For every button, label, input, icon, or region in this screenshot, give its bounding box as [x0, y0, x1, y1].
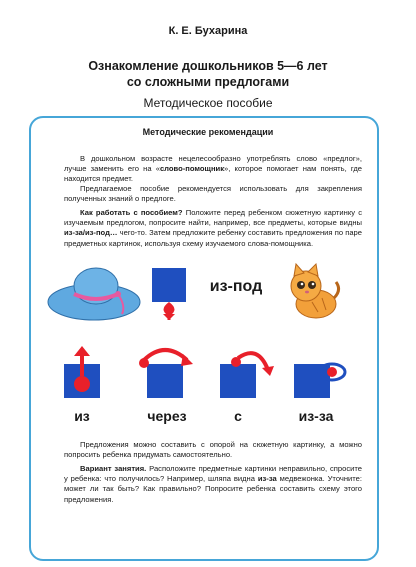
iz-pod-scheme-icon [148, 266, 192, 320]
author-name: К. Е. Бухарина [168, 25, 248, 37]
example-preposition-label: из-под [209, 278, 263, 295]
hat-picture [46, 264, 142, 322]
cherez-scheme-icon [133, 346, 199, 402]
iz-scheme-icon [60, 346, 110, 402]
kitten-picture [282, 262, 342, 322]
title-line-2: со сложными предлогами [126, 75, 290, 89]
book-title [0, 58, 416, 90]
s-scheme-icon [216, 346, 276, 402]
scheme-label-iz-za: из-за [298, 408, 334, 424]
paragraph-3: Как работать с пособием? Положите перед ребенком сюжетную картинку с изучаемым предлогом, попросите найти, например, все предметы, которые видны из-за/из-под… чего-то. Затем предложите ребенку составить предложения по паре предметных картинок, используя схему изучаемого слова-помощника. [64, 208, 362, 248]
title-line-1: Ознакомление дошкольников 5—6 лет [88, 59, 328, 73]
paragraph-5: Вариант занятия. Расположите предметные картинки неправильно, спросите у ребенка: что получилось? Например, шляпа видна из-за медвежонка. Уточните: может ли так быть? Как правильно? Попросите ребенка составить схему этого предложения. [64, 464, 362, 504]
scheme-label-cherez: через [147, 408, 187, 424]
card-heading: Методические рекомендации [142, 127, 274, 137]
paragraph-4: Предложения можно составить с опорой на сюжетную картинку, а можно попросить ребенка придумать самостоятельно. [64, 440, 362, 460]
iz-za-scheme-icon [290, 346, 350, 402]
paragraph-2: Предлагаемое пособие рекомендуется использовать для закрепления полученных знаний о предлоге. [64, 184, 362, 204]
scheme-label-iz: из [74, 408, 90, 424]
scheme-label-s: с [234, 408, 242, 424]
book-subtitle: Методическое пособие [143, 96, 273, 110]
paragraph-1: В дошкольном возрасте нецелесообразно употреблять слово «предлог», лучше заменить его на «слово-помощник», которое помогает нам понять, где находится предмет. [64, 154, 362, 184]
